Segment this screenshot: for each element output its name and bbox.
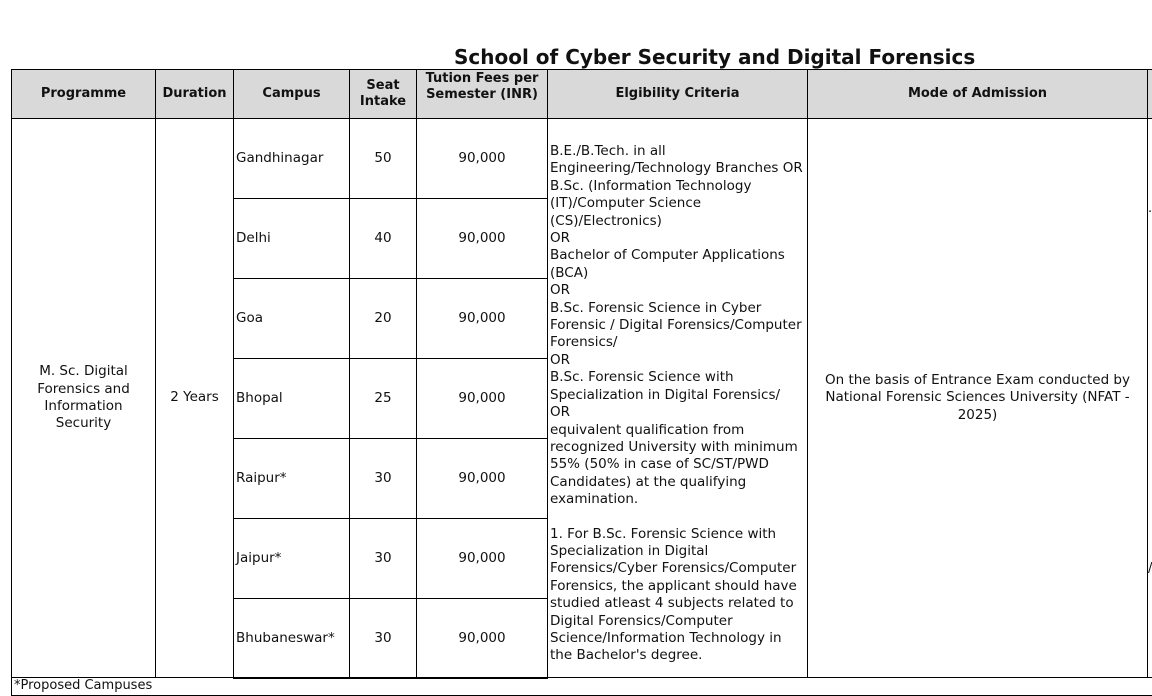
footnote-row [11, 677, 1152, 696]
header-campus: Campus [233, 69, 350, 119]
header-admission: Mode of Admission [807, 69, 1148, 119]
cut-column-body [1147, 118, 1152, 678]
duration-cell: 2 Years [155, 118, 234, 678]
seat-intake: 30 [349, 598, 417, 679]
footnote: *Proposed Campuses [14, 678, 153, 693]
seat-intake: 50 [349, 118, 417, 199]
edge-mark-bottom: / [1148, 561, 1152, 576]
header-duration: Duration [155, 69, 234, 119]
tuition-fee: 90,000 [416, 198, 548, 279]
campus-name: Bhopal [233, 358, 350, 439]
seat-intake: 40 [349, 198, 417, 279]
admission-cell: On the basis of Entrance Exam conducted by National Forensic Sciences University (NFAT - 2025) [807, 118, 1148, 678]
programme-cell: M. Sc. Digital Forensics and Information Security [11, 118, 156, 678]
campus-name: Gandhinagar [233, 118, 350, 199]
seat-intake: 30 [349, 518, 417, 599]
eligibility-main-text: B.E./B.Tech. in all Engineering/Technology Branches OR B.Sc. (Information Technology (IT)/Computer Science (CS)/Electronics) OR Bachelor of Computer Applications (BCA) OR B.Sc. Forensic Science in Cyber Forensic / Digital Forensics/Computer Forensics/ OR B.Sc. Forensic Science with Specialization in Digital Forensics/ OR equivalent qualification from recognized University with minimum 55% (50% in case of SC/ST/PWD Candidates) at the qualifying examination. [550, 143, 803, 508]
seat-intake: 30 [349, 438, 417, 519]
page-title: School of Cyber Security and Digital Forensics [454, 45, 976, 69]
tuition-fee: 90,000 [416, 438, 548, 519]
header-cut-column [1147, 69, 1152, 119]
tuition-fee: 90,000 [416, 118, 548, 199]
tuition-fee: 90,000 [416, 278, 548, 359]
campus-name: Delhi [233, 198, 350, 279]
tuition-fee: 90,000 [416, 598, 548, 679]
seat-intake: 20 [349, 278, 417, 359]
campus-name: Goa [233, 278, 350, 359]
header-programme: Programme [11, 69, 156, 119]
campus-name: Jaipur* [233, 518, 350, 599]
header-tuition-fees [416, 69, 548, 119]
header-seat-intake: Seat Intake [349, 69, 417, 119]
edge-mark-top: · [1148, 205, 1152, 220]
campus-name: Bhubaneswar* [233, 598, 350, 679]
header-eligibility: Elgibility Criteria [547, 69, 808, 119]
header-tuition-fees-label: Tution Fees per Semester (INR) [425, 71, 539, 102]
campus-name: Raipur* [233, 438, 350, 519]
eligibility-note-text: 1. For B.Sc. Forensic Science with Specialization in Digital Forensics/Cyber Forensics/Computer Forensics, the applicant should have studied atleast 4 subjects related to Digital Forensics/Computer Science/Information Technology in the Bachelor's degree. [550, 525, 797, 664]
tuition-fee: 90,000 [416, 358, 548, 439]
tuition-fee: 90,000 [416, 518, 548, 599]
seat-intake: 25 [349, 358, 417, 439]
eligibility-cell [547, 118, 808, 678]
